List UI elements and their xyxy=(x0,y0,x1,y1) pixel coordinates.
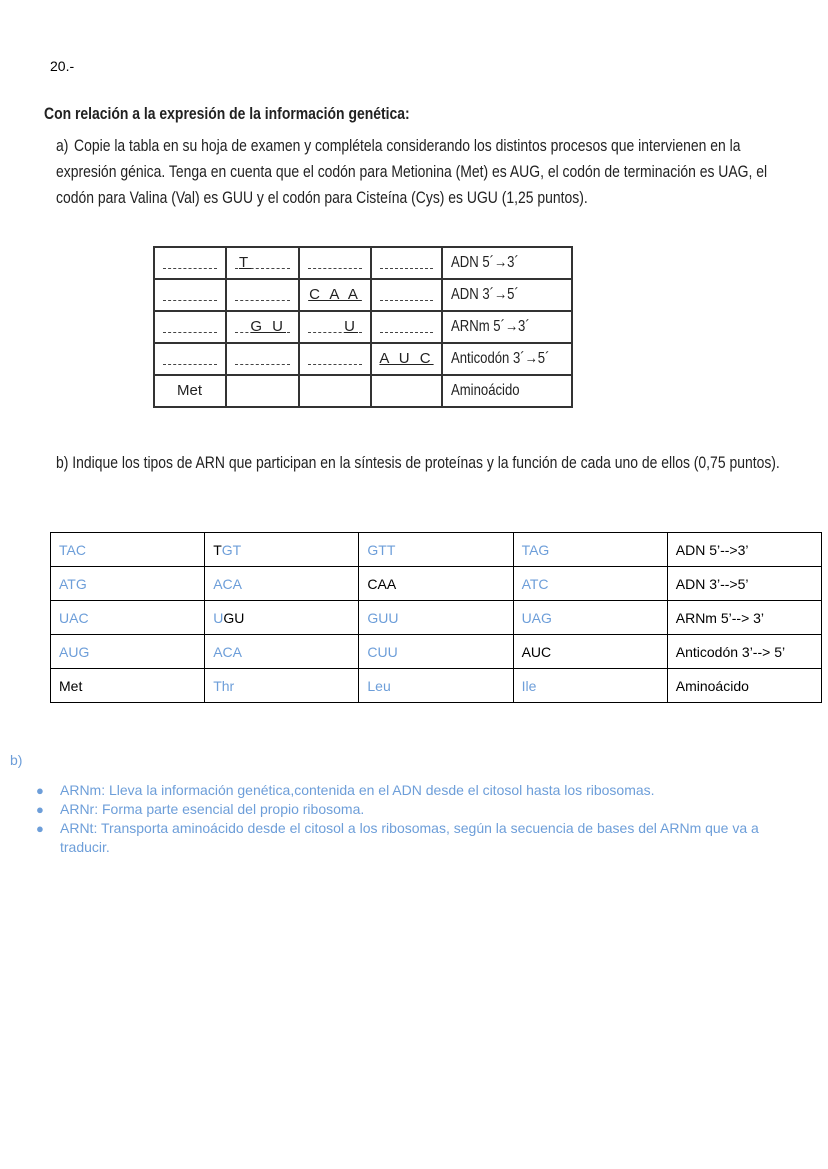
scan-heading: Con relación a la expresión de la información genética: xyxy=(44,104,410,123)
answer-cell-text: Met xyxy=(59,677,83,694)
answer-table xyxy=(50,532,822,703)
answer-table-cell xyxy=(51,601,205,635)
answer-table-cell xyxy=(205,635,359,669)
answer-table-cell xyxy=(51,567,205,601)
answer-table-cell xyxy=(513,533,667,567)
part-b-label: b) xyxy=(56,453,69,472)
scan-row-label-cell xyxy=(442,279,572,311)
answer-cell-text: ACA xyxy=(213,643,242,660)
scan-cell-text: G U xyxy=(250,318,286,335)
answer-cell-text: AUG xyxy=(59,643,90,660)
answer-table-row xyxy=(51,601,822,635)
answer-cell-text: ADN 3’-->5’ xyxy=(675,575,749,592)
answer-cell-text: Anticodón 3’--> 5’ xyxy=(675,643,786,660)
answer-cell-text-rest: GU xyxy=(223,609,245,626)
answer-cell-text: GTT xyxy=(367,541,396,558)
answer-cell-text: ATG xyxy=(59,575,87,592)
blank-line xyxy=(235,364,290,365)
scan-table-cell xyxy=(371,375,442,407)
scan-table-cell xyxy=(154,247,226,279)
part-a-label: a) xyxy=(56,136,69,155)
scan-table-cell xyxy=(299,343,371,375)
answer-table-cell xyxy=(205,601,359,635)
answer-cell-text: ADN 5’-->3’ xyxy=(675,541,749,558)
scan-table xyxy=(153,246,573,408)
answer-b-item-text: ARNm: Lleva la información genética,contenida en el ADN desde el citosol hasta los ribosomas. xyxy=(60,782,655,798)
answer-table-cell xyxy=(51,533,205,567)
scan-table-cell xyxy=(299,311,371,343)
scan-table-row xyxy=(154,279,572,311)
answer-table-cell xyxy=(359,533,513,567)
scan-part-a xyxy=(56,133,794,211)
scan-table-row xyxy=(154,247,572,279)
answer-b-item-text: ARNr: Forma parte esencial del propio ribosoma. xyxy=(60,801,365,817)
answer-cell-text-rest: GT xyxy=(221,541,242,558)
answer-cell-text: CUU xyxy=(367,643,398,660)
answer-table-cell xyxy=(513,567,667,601)
scan-cell-text: C A A xyxy=(309,286,361,303)
scan-table-cell xyxy=(226,343,299,375)
scan-table-row xyxy=(154,375,572,407)
answer-cell-text: U xyxy=(59,609,70,626)
answer-table-cell xyxy=(205,567,359,601)
answer-table-cell xyxy=(359,567,513,601)
scan-table-cell xyxy=(226,247,299,279)
answer-table-cell xyxy=(359,669,513,703)
blank-line xyxy=(163,300,217,301)
answer-cell-text: AUC xyxy=(521,643,552,660)
scan-row-label: ADN 3´→5´ xyxy=(451,286,519,303)
answer-table-cell xyxy=(667,533,821,567)
answer-cell-text: TAG xyxy=(521,541,550,558)
scan-row-label: Aminoácido xyxy=(451,382,520,399)
scan-part-b xyxy=(56,453,780,473)
answer-table-cell xyxy=(667,669,821,703)
scan-table-cell xyxy=(226,375,299,407)
scan-table-cell xyxy=(371,279,442,311)
answer-table-cell xyxy=(51,635,205,669)
answer-b-list xyxy=(36,781,806,857)
answer-b-item xyxy=(36,819,806,857)
blank-line xyxy=(380,332,433,333)
answer-b-item xyxy=(36,781,806,800)
answer-cell-text: ATC xyxy=(521,575,549,592)
answer-table-cell xyxy=(205,669,359,703)
answer-table-cell xyxy=(51,669,205,703)
scan-row-label-cell xyxy=(442,311,572,343)
scan-table-cell xyxy=(154,311,226,343)
answer-b-item xyxy=(36,800,806,819)
answer-table-cell xyxy=(667,635,821,669)
scan-cell-text: Met xyxy=(177,382,203,399)
scan-row-label-cell xyxy=(442,375,572,407)
answer-cell-text: T xyxy=(213,541,222,558)
answer-table-cell xyxy=(513,601,667,635)
answer-table-cell xyxy=(359,601,513,635)
blank-line xyxy=(380,300,433,301)
scan-table-cell xyxy=(154,279,226,311)
answer-cell-text: ARNm 5’--> 3’ xyxy=(675,609,765,626)
question-number: 20.- xyxy=(50,58,75,74)
answer-cell-text: TAC xyxy=(59,541,86,558)
scan-row-label-cell xyxy=(442,247,572,279)
scan-table-cell xyxy=(226,279,299,311)
answer-cell-text: Leu xyxy=(367,677,391,694)
part-b-text: Indique los tipos de ARN que participan en la síntesis de proteínas y la función de cada uno de ellos (0,75 puntos). xyxy=(72,453,780,472)
bullet-icon: ● xyxy=(36,783,44,798)
answer-cell-text: ACA xyxy=(213,575,242,592)
scan-row-label-cell xyxy=(442,343,572,375)
answer-table-cell xyxy=(513,635,667,669)
answer-table-cell xyxy=(205,533,359,567)
scan-table-cell xyxy=(299,375,371,407)
scan-table-cell xyxy=(299,247,371,279)
scan-table-cell xyxy=(226,311,299,343)
answer-b-label: b) xyxy=(10,752,23,768)
blank-line xyxy=(308,268,362,269)
answer-cell-text: Ile xyxy=(521,677,537,694)
scan-table-cell xyxy=(154,375,226,407)
blank-line xyxy=(163,268,217,269)
scan-table-row xyxy=(154,311,572,343)
blank-line xyxy=(380,268,433,269)
answer-cell-text: CAA xyxy=(367,575,397,592)
blank-line xyxy=(163,332,217,333)
answer-table-cell xyxy=(667,567,821,601)
scan-table-cell xyxy=(371,247,442,279)
blank-line xyxy=(235,300,290,301)
answer-table-row xyxy=(51,567,822,601)
answer-cell-text: Thr xyxy=(213,677,235,694)
answer-cell-text: GUU xyxy=(367,609,399,626)
answer-cell-text-rest: AC xyxy=(69,609,89,626)
bullet-icon: ● xyxy=(36,821,44,836)
scan-table-cell xyxy=(154,343,226,375)
blank-line xyxy=(308,364,362,365)
scan-cell-text: A U C xyxy=(379,350,434,367)
answer-cell-text: UAG xyxy=(521,609,552,626)
part-a-text: Copie la tabla en su hoja de examen y complétela considerando los distintos procesos que intervienen en la expresión génica. Tenga en cuenta que el codón para Metionina (Met) es AUG, el codón de terminación es UAG, el codón para Valina (Val) es GUU y el codón para Cisteína (Cys) es UGU (1,25 puntos). xyxy=(56,136,768,207)
answer-table-cell xyxy=(513,669,667,703)
scan-table-cell xyxy=(371,311,442,343)
scan-cell-text: T xyxy=(239,254,252,271)
answer-cell-text: Aminoácido xyxy=(675,677,749,694)
answer-table-cell xyxy=(359,635,513,669)
scan-row-label: ADN 5´→3´ xyxy=(451,254,519,271)
answer-table-row xyxy=(51,533,822,567)
answer-b-item-text: ARNt: Transporta aminoácido desde el citosol a los ribosomas, según la secuencia de bases del ARNm que va a traducir. xyxy=(60,820,759,855)
answer-cell-text: U xyxy=(213,609,224,626)
scan-table-row xyxy=(154,343,572,375)
scan-row-label: Anticodón 3´→5´ xyxy=(451,350,550,367)
answer-table-cell xyxy=(667,601,821,635)
scan-row-label: ARNm 5´→3´ xyxy=(451,318,530,335)
bullet-icon: ● xyxy=(36,802,44,817)
blank-line xyxy=(163,364,217,365)
scan-table-cell xyxy=(371,343,442,375)
scan-table-cell xyxy=(299,279,371,311)
answer-table-row xyxy=(51,635,822,669)
scan-cell-text: U xyxy=(344,318,358,335)
answer-table-row xyxy=(51,669,822,703)
